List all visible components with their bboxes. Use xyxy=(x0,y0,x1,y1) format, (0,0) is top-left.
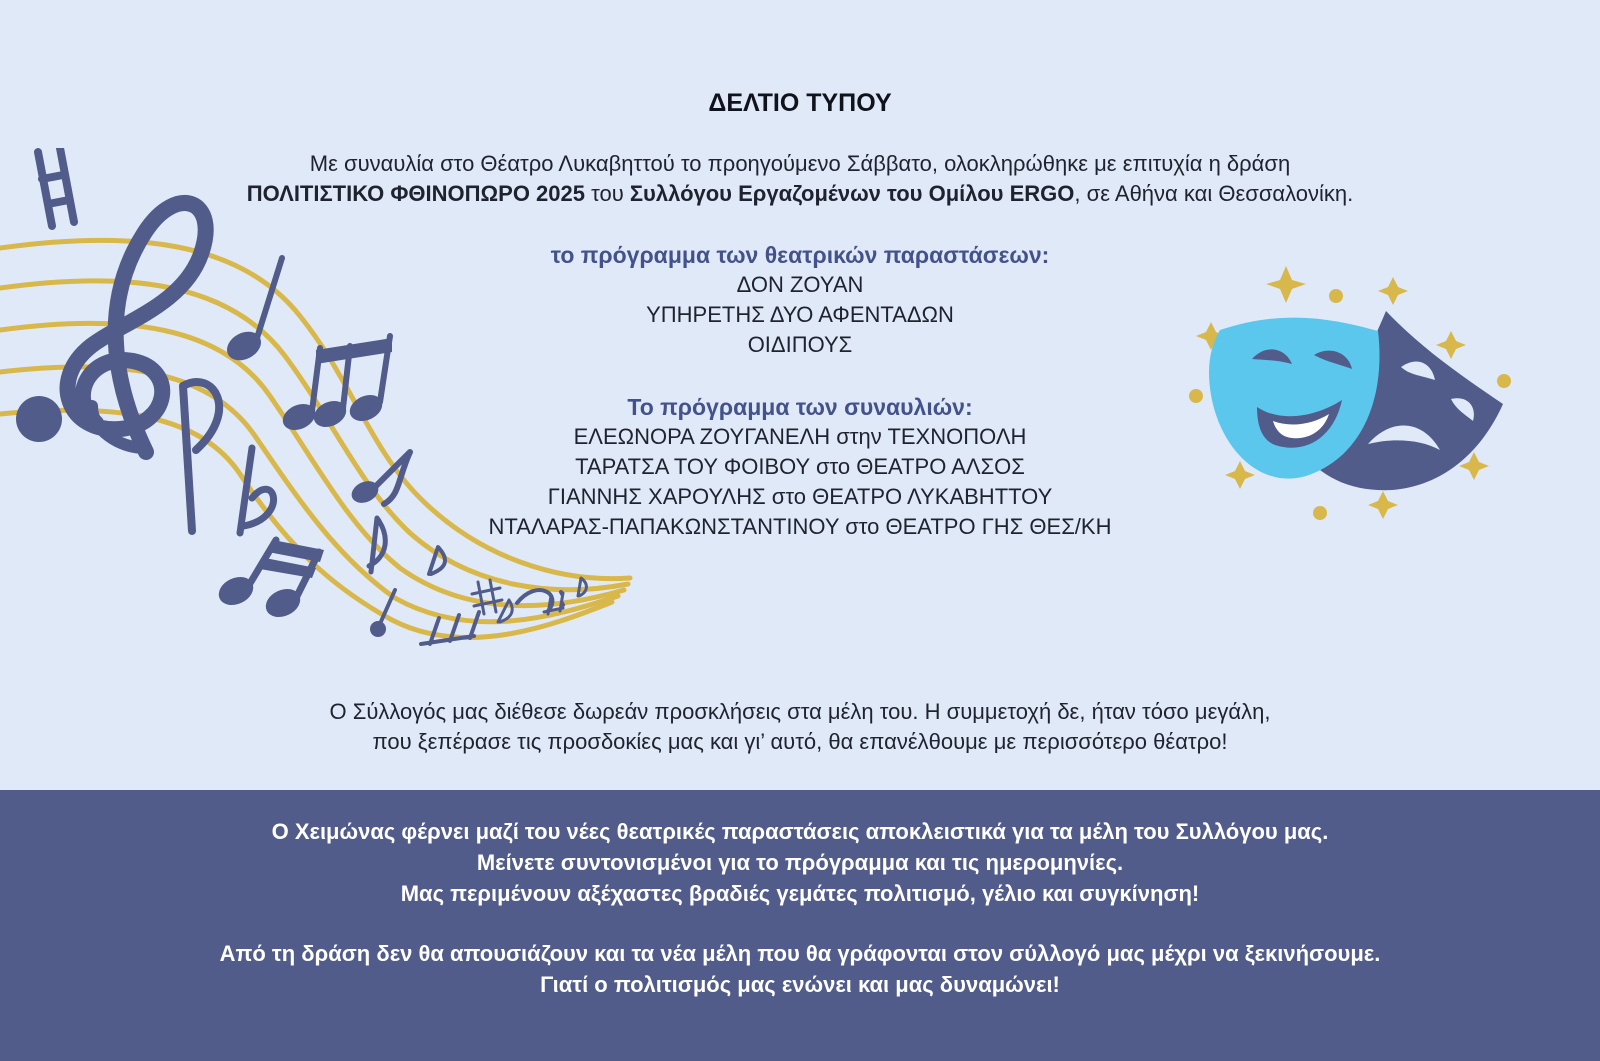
member-announcement-section xyxy=(0,790,1600,1061)
theatre-masks-icon xyxy=(1188,256,1518,546)
concert-program-item: ΓΙΑΝΝΗΣ ΧΑΡΟΥΛΗΣ στο ΘΕΑΤΡΟ ΛΥΚΑΒΗΤΤΟΥ xyxy=(547,484,1053,509)
star-icon xyxy=(1266,266,1306,303)
concert-program-item: ΝΤΑΛΑΡΑΣ-ΠΑΠΑΚΩΝΣΤΑΝΤΙΝΟΥ στο ΘΕΑΤΡΟ ΓΗΣ ΘΕΣ/ΚΗ xyxy=(488,514,1112,539)
clef-dot xyxy=(16,396,62,442)
concert-program-item: ΤΑΡΑΤΣΑ ΤΟΥ ΦΟΙΒΟΥ στο ΘΕΑΤΡΟ ΑΛΣΟΣ xyxy=(575,454,1025,479)
new-members-message-line: Γιατί ο πολιτισμός μας ενώνει και μας δυναμώνει! xyxy=(540,972,1060,997)
closing-paragraph xyxy=(0,697,1600,757)
sharp-icon xyxy=(472,580,502,614)
winter-message-line: Μας περιμένουν αξέχαστες βραδιές γεμάτες πολιτισμό, γέλιο και συγκίνηση! xyxy=(400,881,1200,906)
music-note-stem xyxy=(257,258,282,338)
theatre-program-item: ΔΟΝ ΖΟΥΑΝ xyxy=(736,272,864,297)
event-locations: , σε Αθήνα και Θεσσαλονίκη. xyxy=(1074,181,1354,206)
star-icon xyxy=(1378,277,1408,305)
concert-program-item: ΕΛΕΩΝΟΡΑ ΖΟΥΓΑΝΕΛΗ στην ΤΕΧΝΟΠΟΛΗ xyxy=(573,424,1027,449)
staff-line xyxy=(0,281,628,590)
flat-icon xyxy=(240,448,274,533)
gold-dot xyxy=(1313,506,1327,520)
theatre-program-item: ΟΙΔΙΠΟΥΣ xyxy=(747,332,853,357)
beamed-notes-beam xyxy=(316,338,392,364)
winter-message-line: Ο Χειμώνας φέρνει μαζί του νέες θεατρικές παραστάσεις αποκλειστικά για τα μέλη του Συλλόγου μας. xyxy=(271,819,1329,844)
music-notes-icon xyxy=(0,148,640,668)
theatre-program-item: ΥΠΗΡΕΤΗΣ ΔΥΟ ΑΦΕΝΤΑΔΩΝ xyxy=(646,302,954,327)
event-connector: του xyxy=(584,181,630,206)
open-note-icon xyxy=(183,382,219,531)
new-members-message xyxy=(0,938,1600,1000)
star-icon xyxy=(1436,331,1466,359)
gold-dot xyxy=(1189,389,1203,403)
organization-name: Συλλόγου Εργαζομένων του Ομίλου ERGO xyxy=(629,181,1075,206)
winter-message-line: Μείνετε συντονισμένοι για το πρόγραμμα και τις ημερομηνίες. xyxy=(476,850,1124,875)
closing-line: που ξεπέρασε τις προσδοκίες μας και γι’ αυτό, θα επανέλθουμε με περισσότερο θέατρο! xyxy=(372,729,1228,754)
press-release-title: ΔΕΛΤΙΟ ΤΥΠΟΥ xyxy=(708,89,892,117)
new-members-message-line: Από τη δράση δεν θα απουσιάζουν και τα νέα μέλη που θα γράφονται στον σύλλογό μας μέχρι να ξεκινήσουμε. xyxy=(219,941,1381,966)
star-icon xyxy=(1368,491,1398,519)
winter-message xyxy=(0,816,1600,909)
closing-line: Ο Σύλλογός μας διέθεσε δωρεάν προσκλήσεις στα μέλη του. Η συμμετοχή δε, ήταν τόσο μεγάλη, xyxy=(329,699,1271,724)
concert-program-heading: Το πρόγραμμα των συναυλιών: xyxy=(627,394,973,420)
gold-dot xyxy=(1329,289,1343,303)
gold-dot xyxy=(1497,374,1511,388)
theatre-program-heading: το πρόγραμμα των θεατρικών παραστάσεων: xyxy=(550,242,1050,268)
event-name: ΠΟΛΙΤΙΣΤΙΚΟ ΦΘΙΝΟΠΩΡΟ 2025 xyxy=(246,181,585,206)
intro-line-1: Με συναυλία στο Θέατρο Λυκαβηττού το προηγούμενο Σάββατο, ολοκληρώθηκε με επιτυχία η δράση xyxy=(309,151,1291,176)
ladder-icon xyxy=(38,148,74,226)
